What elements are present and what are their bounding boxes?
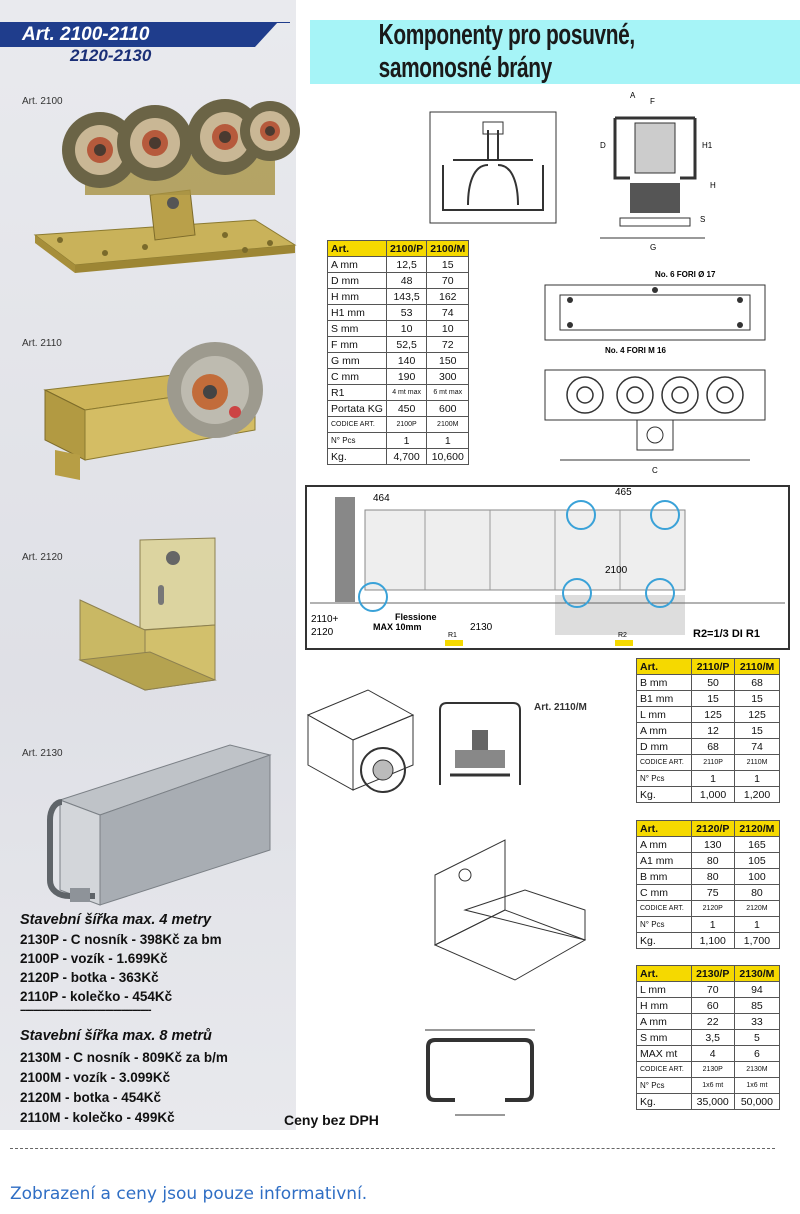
- table-cell: 2120M: [734, 901, 779, 917]
- table-cell: 125: [692, 707, 735, 723]
- table-cell: 1: [427, 433, 469, 449]
- table-row: [637, 869, 780, 885]
- group1-title: Stavební šířka max. 4 metry: [20, 912, 212, 928]
- table-cell: 125: [735, 707, 780, 723]
- table-header-cell: 2130/M: [734, 966, 779, 982]
- gate-label-2130: 2130: [470, 622, 493, 633]
- table-cell: 1,700: [734, 933, 779, 949]
- table-cell: 80: [734, 885, 779, 901]
- table-cell: 2100P: [386, 417, 426, 433]
- table-row: [637, 917, 780, 933]
- guide-2120-photo: [70, 530, 230, 705]
- table-row: [637, 1014, 780, 1030]
- price-line: 2110M - kolečko - 499Kč: [20, 1110, 175, 1125]
- table-row: [637, 837, 780, 853]
- table-row: [637, 853, 780, 869]
- table-row: [328, 433, 469, 449]
- table-row: [637, 1062, 780, 1078]
- table-cell: 105: [734, 853, 779, 869]
- table-cell: 190: [386, 369, 426, 385]
- article-number-line2: 2120-2130: [70, 46, 152, 65]
- table-cell: 130: [691, 837, 734, 853]
- table-cell: 75: [691, 885, 734, 901]
- table-cell: 72: [427, 337, 469, 353]
- spec-table-2120: [636, 820, 780, 949]
- price-line: 2130P - C nosník - 398Kč za bm: [20, 932, 222, 947]
- table-header-cell: 2100/M: [427, 241, 469, 257]
- table-cell: 1: [386, 433, 426, 449]
- table-row: [637, 723, 780, 739]
- table-cell: 300: [427, 369, 469, 385]
- table-cell: A mm: [637, 723, 692, 739]
- table-cell: 70: [691, 982, 734, 998]
- spec-table-2100: [327, 240, 469, 465]
- gate-label-465: 465: [615, 487, 632, 498]
- table-row: [328, 273, 469, 289]
- table-cell: Kg.: [637, 1094, 692, 1110]
- table-row: [637, 982, 780, 998]
- price-separator: -------------------------------------------------: [20, 1004, 151, 1016]
- gate-installation-diagram: [305, 485, 790, 650]
- table-header-cell: 2110/M: [735, 659, 780, 675]
- dim-a-label: A: [630, 91, 636, 100]
- roller-section-drawing: [430, 695, 530, 815]
- table-row: [637, 675, 780, 691]
- price-line: 2120M - botka - 454Kč: [20, 1090, 162, 1105]
- holes-top-label: No. 6 FORI Ø 17: [655, 270, 716, 279]
- table-cell: CODICE ART.: [637, 901, 692, 917]
- table-cell: 85: [734, 998, 779, 1014]
- table-cell: Kg.: [328, 449, 387, 465]
- trolley-top-drawing: [540, 365, 770, 480]
- table-cell: N° Pcs: [637, 917, 692, 933]
- table-header-cell: 2120/M: [734, 821, 779, 837]
- table-row: [637, 739, 780, 755]
- table-cell: 53: [386, 305, 426, 321]
- dim-h1-label: H1: [702, 141, 713, 150]
- table-cell: N° Pcs: [637, 1078, 692, 1094]
- table-cell: A mm: [637, 837, 692, 853]
- table-cell: 2130P: [691, 1062, 734, 1078]
- dim-c-label: C: [652, 466, 658, 475]
- table-cell: 1x6 mt: [734, 1078, 779, 1094]
- article-number-line1: Art. 2100-2110: [22, 24, 150, 45]
- table-cell: CODICE ART.: [637, 755, 692, 771]
- photo-label-2100: Art. 2100: [22, 96, 63, 107]
- table-cell: 4 mt max: [386, 385, 426, 401]
- table-cell: B mm: [637, 675, 692, 691]
- table-cell: 3,5: [691, 1030, 734, 1046]
- price-line: 2130M - C nosník - 809Kč za b/m: [20, 1050, 228, 1065]
- table-header-cell: 2110/P: [692, 659, 735, 675]
- table-cell: 48: [386, 273, 426, 289]
- table-cell: C mm: [328, 369, 387, 385]
- table-cell: D mm: [637, 739, 692, 755]
- table-row: [637, 998, 780, 1014]
- table-cell: CODICE ART.: [637, 1062, 692, 1078]
- table-cell: H1 mm: [328, 305, 387, 321]
- table-cell: 80: [691, 869, 734, 885]
- table-header-cell: 2130/P: [691, 966, 734, 982]
- table-cell: A mm: [637, 1014, 692, 1030]
- table-row: [328, 305, 469, 321]
- dim-h-label: H: [710, 181, 716, 190]
- footer-disclaimer: Zobrazení a ceny jsou pouze informativní.: [10, 1184, 368, 1204]
- table-cell: A1 mm: [637, 853, 692, 869]
- table-cell: Kg.: [637, 933, 692, 949]
- table-cell: 6: [734, 1046, 779, 1062]
- table-cell: 450: [386, 401, 426, 417]
- table-cell: 10,600: [427, 449, 469, 465]
- photo-label-2130: Art. 2130: [22, 748, 63, 759]
- table-cell: 33: [734, 1014, 779, 1030]
- table-cell: D mm: [328, 273, 387, 289]
- table-cell: 2100M: [427, 417, 469, 433]
- footer-divider: [10, 1148, 775, 1149]
- table-cell: 2120P: [691, 901, 734, 917]
- dim-g-label: G: [650, 243, 657, 252]
- table-row: [637, 707, 780, 723]
- table-cell: 12: [692, 723, 735, 739]
- table-header-cell: Art.: [328, 241, 387, 257]
- table-row: [637, 901, 780, 917]
- table-cell: 15: [427, 257, 469, 273]
- gate-label-464: 464: [373, 493, 390, 504]
- table-cell: Kg.: [637, 787, 692, 803]
- table-row: [637, 933, 780, 949]
- price-line: 2120P - botka - 363Kč: [20, 970, 159, 985]
- table-cell: CODICE ART.: [328, 417, 387, 433]
- table-cell: 50: [692, 675, 735, 691]
- gate-flex-label: Flessione: [395, 612, 437, 622]
- price-line: 2110P - kolečko - 454Kč: [20, 989, 173, 1004]
- table-cell: 22: [691, 1014, 734, 1030]
- table-cell: S mm: [637, 1030, 692, 1046]
- dim-f-label: F: [650, 97, 655, 106]
- gate-label-2110: 2110+: [311, 614, 339, 625]
- table-cell: 1: [735, 771, 780, 787]
- table-cell: 10: [386, 321, 426, 337]
- holes-bottom-label: No. 4 FORI M 16: [605, 346, 666, 355]
- table-cell: 1,000: [692, 787, 735, 803]
- table-row: [637, 691, 780, 707]
- table-cell: 15: [692, 691, 735, 707]
- table-cell: 2110P: [692, 755, 735, 771]
- photo-label-2120: Art. 2120: [22, 552, 63, 563]
- table-cell: 80: [691, 853, 734, 869]
- table-cell: H mm: [637, 998, 692, 1014]
- table-cell: 68: [735, 675, 780, 691]
- roller-iso-drawing: [298, 685, 423, 810]
- table-cell: 150: [427, 353, 469, 369]
- table-cell: 35,000: [691, 1094, 734, 1110]
- table-cell: Portata KG: [328, 401, 387, 417]
- table-cell: 10: [427, 321, 469, 337]
- price-line: 2100M - vozík - 3.099Kč: [20, 1070, 171, 1085]
- table-cell: 1: [734, 917, 779, 933]
- title-box: [310, 20, 800, 84]
- page-title: Komponenty pro posuvné, samonosné brány: [378, 19, 635, 84]
- table-row: [637, 1046, 780, 1062]
- art-2110m-label: Art. 2110/M: [534, 702, 587, 713]
- table-row: [637, 787, 780, 803]
- table-cell: 2130M: [734, 1062, 779, 1078]
- group2-title: Stavební šířka max. 8 metrů: [20, 1028, 212, 1044]
- table-row: [637, 885, 780, 901]
- table-cell: 68: [692, 739, 735, 755]
- table-cell: N° Pcs: [637, 771, 692, 787]
- table-cell: R1: [328, 385, 387, 401]
- table-cell: L mm: [637, 707, 692, 723]
- table-row: [328, 369, 469, 385]
- price-note: Ceny bez DPH: [284, 1112, 379, 1128]
- table-cell: L mm: [637, 982, 692, 998]
- table-cell: 165: [734, 837, 779, 853]
- table-row: [328, 321, 469, 337]
- table-cell: 12,5: [386, 257, 426, 273]
- table-cell: B1 mm: [637, 691, 692, 707]
- table-cell: 6 mt max: [427, 385, 469, 401]
- table-row: [328, 337, 469, 353]
- table-row: [328, 289, 469, 305]
- table-cell: 60: [691, 998, 734, 1014]
- trolley-front-drawing: [428, 110, 558, 225]
- table-cell: 94: [734, 982, 779, 998]
- table-row: [637, 755, 780, 771]
- price-line: 2100P - vozík - 1.699Kč: [20, 951, 168, 966]
- table-cell: 15: [735, 691, 780, 707]
- gate-r2-label: R2: [618, 632, 627, 639]
- table-row: [328, 385, 469, 401]
- table-cell: 1: [691, 917, 734, 933]
- table-cell: B mm: [637, 869, 692, 885]
- table-header-cell: 2120/P: [691, 821, 734, 837]
- table-row: [328, 401, 469, 417]
- c-profile-2130-photo: [40, 740, 280, 910]
- table-cell: 162: [427, 289, 469, 305]
- table-cell: 70: [427, 273, 469, 289]
- trolley-side-drawing: [590, 88, 720, 258]
- trolley-2100-photo: [25, 85, 300, 300]
- table-cell: C mm: [637, 885, 692, 901]
- table-cell: 600: [427, 401, 469, 417]
- table-cell: 4: [691, 1046, 734, 1062]
- table-cell: MAX mt: [637, 1046, 692, 1062]
- guide-iso-drawing: [395, 830, 595, 990]
- gate-ratio-label: R2=1/3 DI R1: [693, 628, 760, 640]
- table-cell: 140: [386, 353, 426, 369]
- table-row: [637, 1094, 780, 1110]
- table-cell: 2110M: [735, 755, 780, 771]
- table-row: [328, 417, 469, 433]
- table-cell: G mm: [328, 353, 387, 369]
- table-row: [328, 449, 469, 465]
- table-cell: 74: [427, 305, 469, 321]
- table-cell: N° Pcs: [328, 433, 387, 449]
- table-header-cell: Art.: [637, 821, 692, 837]
- table-cell: 1,100: [691, 933, 734, 949]
- gate-label-2120: 2120: [311, 627, 334, 638]
- photo-label-2110: Art. 2110: [22, 338, 62, 349]
- table-cell: 52,5: [386, 337, 426, 353]
- table-cell: 1x6 mt: [691, 1078, 734, 1094]
- spec-table-2110: [636, 658, 780, 803]
- table-cell: H mm: [328, 289, 387, 305]
- table-cell: 1: [692, 771, 735, 787]
- table-cell: S mm: [328, 321, 387, 337]
- dim-d-label: D: [600, 141, 606, 150]
- trolley-plan-drawing: [540, 265, 770, 355]
- table-cell: 4,700: [386, 449, 426, 465]
- table-cell: 143,5: [386, 289, 426, 305]
- table-row: [328, 257, 469, 273]
- table-header-cell: Art.: [637, 659, 692, 675]
- table-row: [637, 771, 780, 787]
- table-cell: F mm: [328, 337, 387, 353]
- roller-2110-photo: [35, 330, 285, 490]
- gate-flex-max-label: MAX 10mm: [373, 622, 422, 632]
- table-header-cell: Art.: [637, 966, 692, 982]
- table-cell: 100: [734, 869, 779, 885]
- gate-label-2100: 2100: [605, 565, 628, 576]
- table-row: [637, 1078, 780, 1094]
- table-cell: 74: [735, 739, 780, 755]
- table-cell: A mm: [328, 257, 387, 273]
- table-cell: 50,000: [734, 1094, 779, 1110]
- c-profile-section-drawing: [420, 1025, 550, 1125]
- spec-table-2130: [636, 965, 780, 1110]
- gate-r1-label: R1: [448, 632, 457, 639]
- table-row: [637, 1030, 780, 1046]
- table-cell: 1,200: [735, 787, 780, 803]
- dim-s-label: S: [700, 215, 706, 224]
- table-row: [328, 353, 469, 369]
- table-cell: 5: [734, 1030, 779, 1046]
- table-cell: 15: [735, 723, 780, 739]
- table-header-cell: 2100/P: [386, 241, 426, 257]
